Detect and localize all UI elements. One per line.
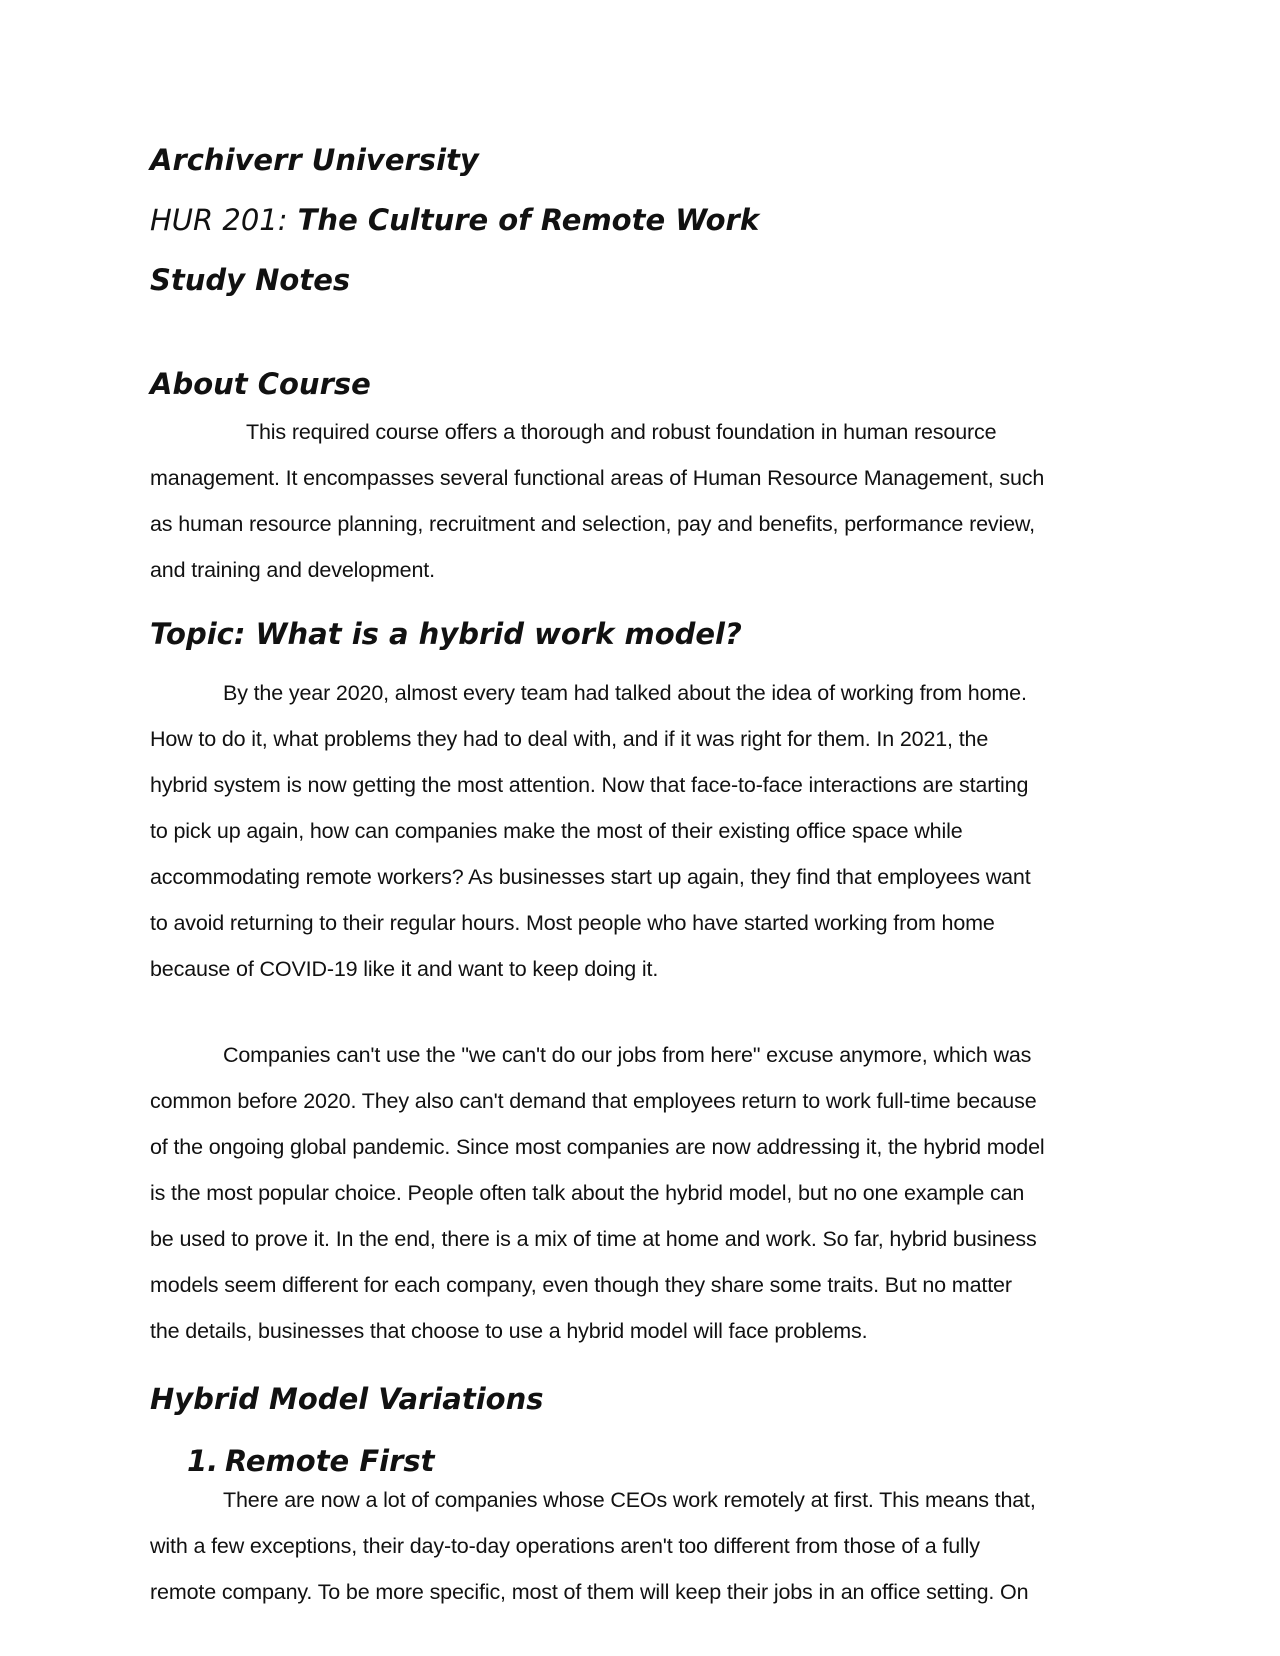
paragraph-line: This required course offers a thorough and robust foundation in human resource [246,420,997,444]
document-type-title: Study Notes [150,263,351,297]
paragraph-line: of the ongoing global pandemic. Since most companies are now addressing it, the hybrid model [150,1135,1045,1159]
university-title: Archiverr University [150,143,479,177]
variation-item-heading [187,1444,435,1478]
paragraph-line: There are now a lot of companies whose CEOs work remotely at first. This means that, [223,1488,1036,1512]
paragraph-line: to avoid returning to their regular hours. Most people who have started working from home [150,911,995,935]
course-name: The Culture of Remote Work [297,203,760,237]
paragraph-line: with a few exceptions, their day-to-day operations aren't too different from those of a fully [150,1534,980,1558]
paragraph-line: How to do it, what problems they had to deal with, and if it was right for them. In 2021, the [150,727,989,751]
paragraph-line: be used to prove it. In the end, there is a mix of time at home and work. So far, hybrid business [150,1227,1037,1251]
variation-title: Remote First [225,1444,435,1478]
remote-first-paragraph [150,1477,1130,1615]
paragraph-line: as human resource planning, recruitment and selection, pay and benefits, performance review, [150,512,1035,536]
about-course-heading: About Course [150,367,371,401]
course-code: HUR 201: [150,203,288,237]
paragraph-line: and training and development. [150,558,435,582]
paragraph-line: because of COVID-19 like it and want to keep doing it. [150,957,659,981]
paragraph-line: is the most popular choice. People often talk about the hybrid model, but no one example can [150,1181,1025,1205]
paragraph-line: hybrid system is now getting the most attention. Now that face-to-face interactions are starting [150,773,1029,797]
paragraph-line: By the year 2020, almost every team had talked about the idea of working from home. [223,681,1027,705]
topic-paragraph-2 [150,1032,1130,1354]
course-title [150,203,760,237]
topic-heading: Topic: What is a hybrid work model? [150,617,742,651]
paragraph-line: Companies can't use the "we can't do our jobs from here" excuse anymore, which was [223,1043,1032,1067]
variations-heading: Hybrid Model Variations [150,1382,544,1416]
list-number: 1. [187,1444,219,1478]
paragraph-line: to pick up again, how can companies make the most of their existing office space while [150,819,963,843]
paragraph-line: common before 2020. They also can't demand that employees return to work full-time because [150,1089,1037,1113]
paragraph-line: remote company. To be more specific, most of them will keep their jobs in an office setting. On [150,1580,1029,1604]
about-course-paragraph [150,409,1130,593]
topic-paragraph-1 [150,670,1130,992]
paragraph-line: accommodating remote workers? As businesses start up again, they find that employees want [150,865,1031,889]
paragraph-line: the details, businesses that choose to use a hybrid model will face problems. [150,1319,868,1343]
paragraph-line: management. It encompasses several functional areas of Human Resource Management, such [150,466,1045,490]
paragraph-line: models seem different for each company, even though they share some traits. But no matter [150,1273,1012,1297]
